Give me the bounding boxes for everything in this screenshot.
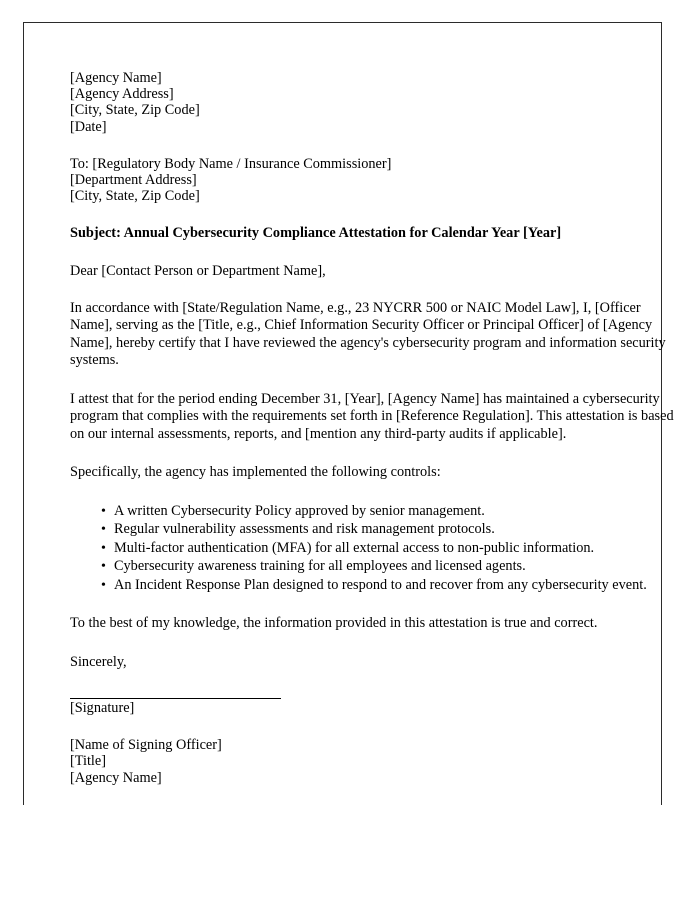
recipient-address-block: [70, 156, 676, 205]
body-paragraph-2: I attest that for the period ending December 31, [Year], [Agency Name] has maintained a cybersecurity program that complies with the requirements set forth in [Reference Regulation]. This attestation is based on our internal assessments, reports, and [mention any third-party audits if applicable].: [70, 390, 674, 442]
sender-address-block: [70, 70, 676, 135]
sender-address-line: [Agency Name]: [70, 70, 162, 86]
list-item: • Regular vulnerability assessments and risk management protocols.: [70, 521, 676, 539]
sincerely-line: Sincerely,: [70, 653, 127, 670]
list-item: • Cybersecurity awareness training for all employees and licensed agents.: [70, 558, 676, 576]
document-page: [23, 22, 674, 805]
list-item: • A written Cybersecurity Policy approved by senior management.: [70, 503, 676, 521]
signer-block: [70, 737, 676, 786]
controls-list: [70, 503, 676, 595]
recipient-address-line: [City, State, Zip Code]: [70, 188, 200, 205]
signature-label: [Signature]: [70, 700, 135, 717]
closing-statement: To the best of my knowledge, the information provided in this attestation is true and correct.: [70, 615, 598, 632]
recipient-address-line: [Department Address]: [70, 172, 197, 189]
recipient-address-line: To: [Regulatory Body Name / Insurance Commissioner]: [70, 155, 392, 172]
signature-rule: [70, 698, 281, 699]
list-item: • Multi-factor authentication (MFA) for all external access to non-public information.: [70, 540, 676, 558]
subject-line: Subject: Annual Cybersecurity Compliance Attestation for Calendar Year [Year]: [70, 225, 562, 242]
sender-address-line: [Agency Address]: [70, 86, 174, 103]
salutation: Dear [Contact Person or Department Name],: [70, 262, 326, 279]
list-item: • An Incident Response Plan designed to respond to and recover from any cybersecurity event.: [70, 577, 676, 595]
signer-line: [Name of Signing Officer]: [70, 737, 222, 754]
controls-intro: Specifically, the agency has implemented the following controls:: [70, 464, 441, 481]
sender-address-line: [Date]: [70, 118, 107, 135]
signer-line: [Agency Name]: [70, 769, 162, 786]
signer-line: [Title]: [70, 753, 107, 770]
letter-body: [70, 70, 676, 786]
sender-address-line: [City, State, Zip Code]: [70, 102, 200, 119]
body-paragraph-1: In accordance with [State/Regulation Name, e.g., 23 NYCRR 500 or NAIC Model Law], I, [Officer Name], serving as the [Title, e.g., Chief Information Security Officer or Principal Officer] of [Agency Name], hereby certify that I have reviewed the agency's cybersecurity program and information security systems.: [70, 299, 666, 369]
